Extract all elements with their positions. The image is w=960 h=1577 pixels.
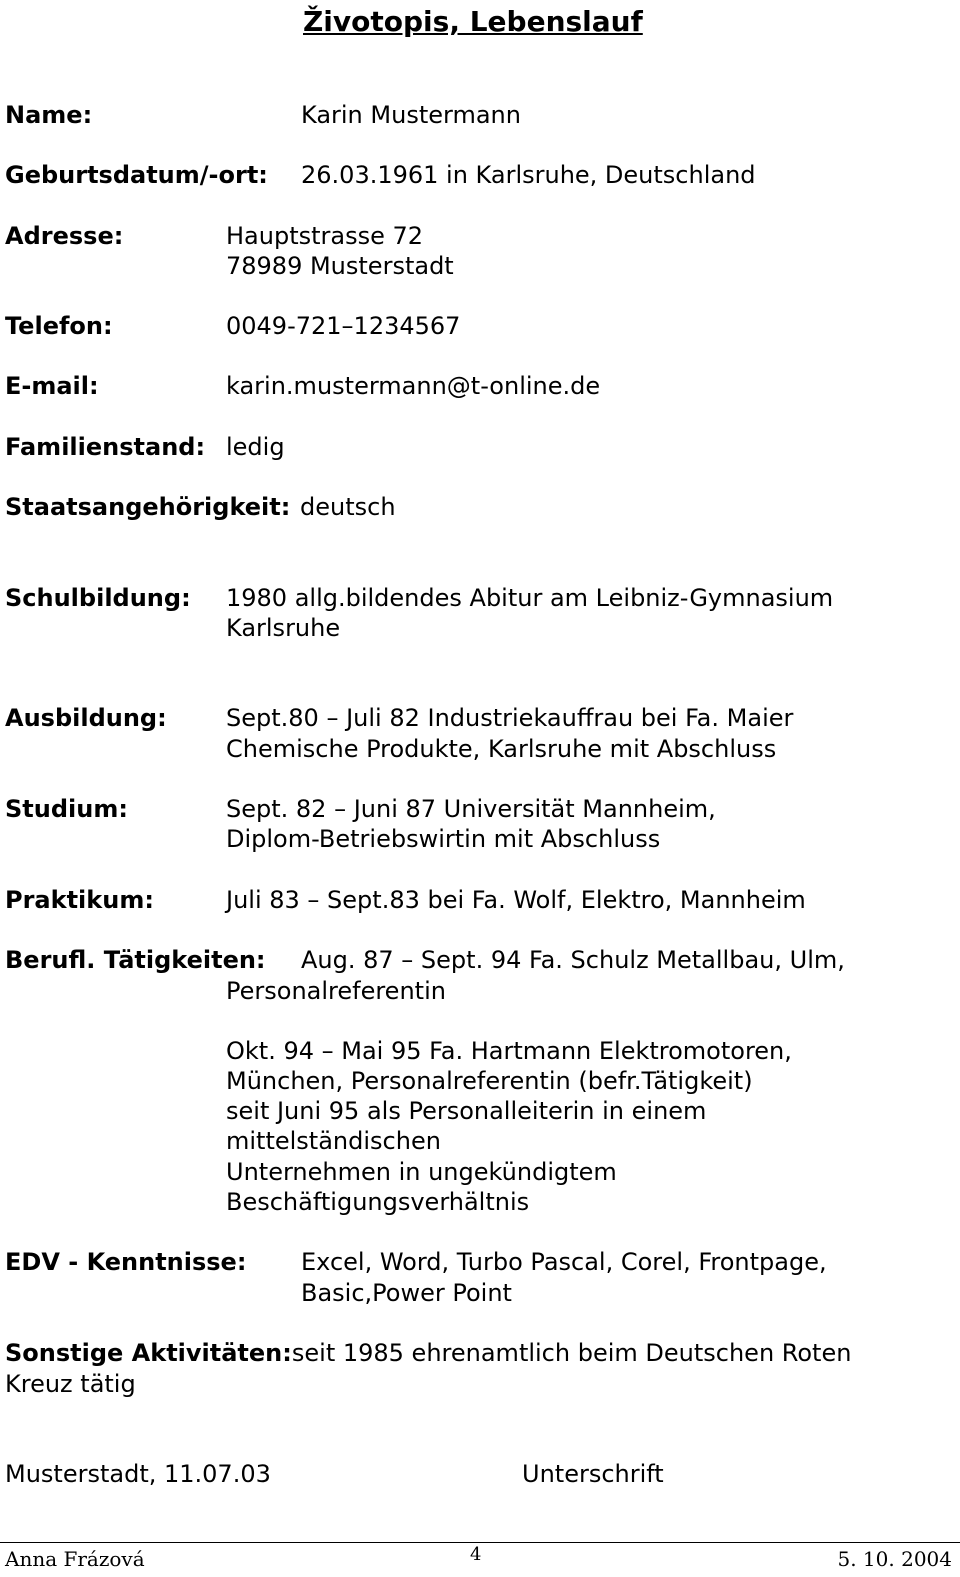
study-line1: Sept. 82 – Juni 87 Universität Mannheim, xyxy=(226,795,716,823)
career-detail-line: Beschäftigungsverhältnis xyxy=(226,1188,530,1216)
career-line1: Aug. 87 – Sept. 94 Fa. Schulz Metallbau, Ulm, xyxy=(301,946,845,974)
career-detail-line: Unternehmen in ungekündigtem xyxy=(226,1158,617,1186)
training-line1: Sept.80 – Juli 82 Industriekauffrau bei Fa. Maier xyxy=(226,704,794,732)
training-label: Ausbildung: xyxy=(5,704,167,732)
birth-value: 26.03.1961 in Karlsruhe, Deutschland xyxy=(301,161,756,189)
schooling-line2: Karlsruhe xyxy=(226,614,341,642)
it-skills-line1: Excel, Word, Turbo Pascal, Corel, Frontpage, xyxy=(301,1248,827,1276)
name-value: Karin Mustermann xyxy=(301,101,521,129)
internship-label: Praktikum: xyxy=(5,886,154,914)
marital-label: Familienstand: xyxy=(5,433,206,461)
study-label: Studium: xyxy=(5,795,128,823)
birth-label: Geburtsdatum/-ort: xyxy=(5,161,268,189)
address-line2: 78989 Musterstadt xyxy=(226,252,454,280)
training-line2: Chemische Produkte, Karlsruhe mit Abschluss xyxy=(226,735,777,763)
address-line1: Hauptstrasse 72 xyxy=(226,222,424,250)
career-line2: Personalreferentin xyxy=(226,977,446,1005)
it-skills-label: EDV - Kenntnisse: xyxy=(5,1248,247,1276)
nationality-label: Staatsangehörigkeit: xyxy=(5,493,291,521)
career-detail-line: mittelständischen xyxy=(226,1127,441,1155)
internship-value: Juli 83 – Sept.83 bei Fa. Wolf, Elektro, Mannheim xyxy=(226,886,806,914)
schooling-label: Schulbildung: xyxy=(5,584,191,612)
schooling-line1: 1980 allg.bildendes Abitur am Leibniz-Gymnasium xyxy=(226,584,834,612)
page-title: Životopis, Lebenslauf xyxy=(303,5,643,38)
nationality-value: deutsch xyxy=(300,493,396,521)
signature-label: Unterschrift xyxy=(522,1460,664,1488)
other-activities-line2: Kreuz tätig xyxy=(5,1370,136,1398)
career-detail-line: Okt. 94 – Mai 95 Fa. Hartmann Elektromotoren, xyxy=(226,1037,792,1065)
footer-author: Anna Frázová xyxy=(5,1547,145,1571)
place-date: Musterstadt, 11.07.03 xyxy=(5,1460,271,1488)
other-activities xyxy=(5,1338,851,1368)
email-value: karin.mustermann@t-online.de xyxy=(226,372,601,400)
name-label: Name: xyxy=(5,101,93,129)
it-skills-line2: Basic,Power Point xyxy=(301,1279,512,1307)
other-activities-line1: seit 1985 ehrenamtlich beim Deutschen Roten xyxy=(291,1339,852,1367)
footer-date: 5. 10. 2004 xyxy=(837,1547,952,1571)
career-detail-line: München, Personalreferentin (befr.Tätigkeit) xyxy=(226,1067,753,1095)
address-label: Adresse: xyxy=(5,222,124,250)
email-label: E-mail: xyxy=(5,372,99,400)
footer-page-number: 4 xyxy=(470,1544,482,1565)
career-detail-line: seit Juni 95 als Personalleiterin in einem xyxy=(226,1097,707,1125)
career-label: Berufl. Tätigkeiten: xyxy=(5,946,266,974)
phone-value: 0049-721–1234567 xyxy=(226,312,461,340)
phone-label: Telefon: xyxy=(5,312,113,340)
other-activities-label: Sonstige Aktivitäten: xyxy=(5,1339,292,1367)
study-line2: Diplom-Betriebswirtin mit Abschluss xyxy=(226,825,661,853)
marital-value: ledig xyxy=(226,433,285,461)
